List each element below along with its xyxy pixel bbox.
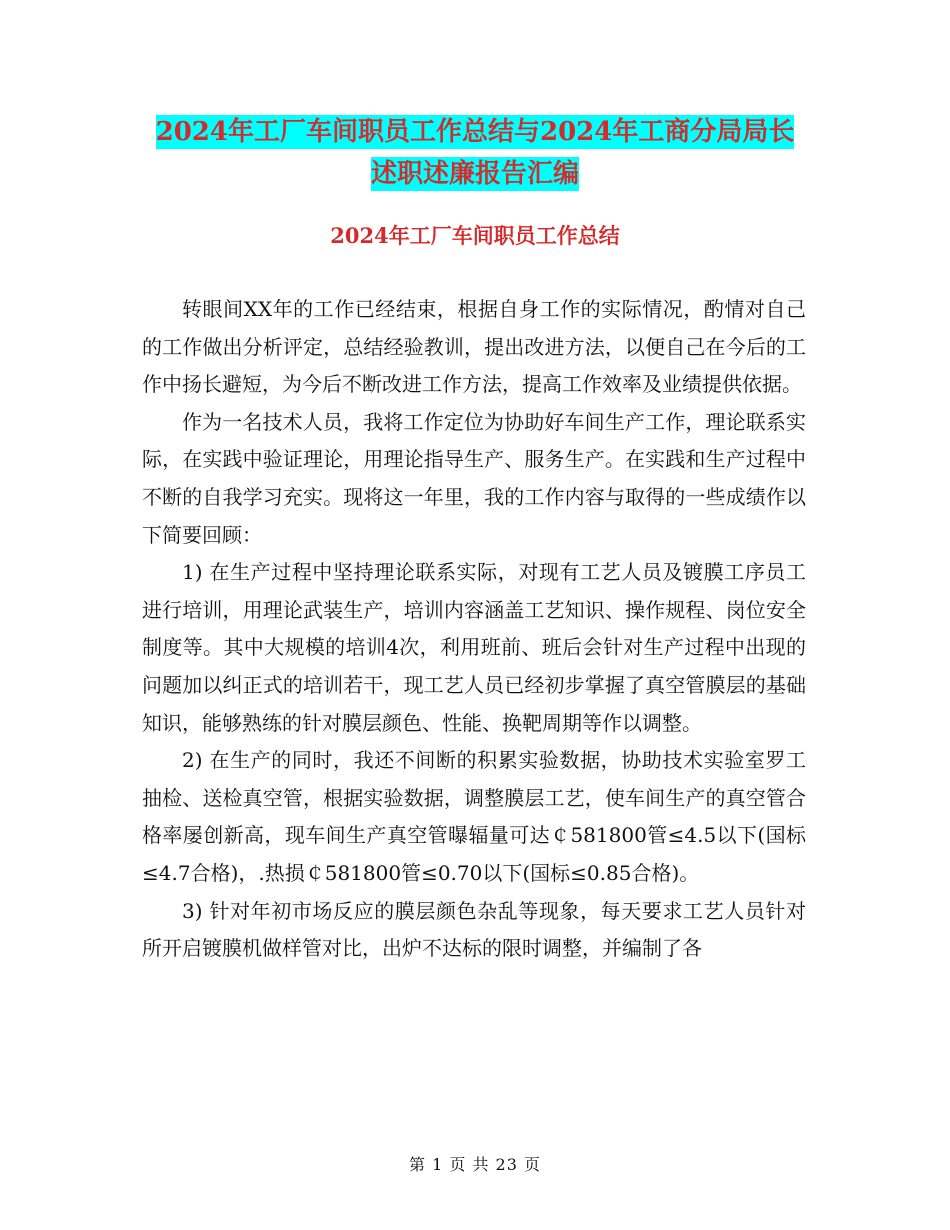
paragraph-role: 作为一名技术人员，我将工作定位为协助好车间生产工作，理论联系实际，在实践中验证理论，用理论指导生产、服务生产。在实践和生产过程中不断的自我学习充实。现将这一年里，我的工作内容与取得的一些成绩作以下简要回顾： [142,409,806,547]
paragraph-item-3: 3) 针对年初市场反应的膜层颜色杂乱等现象，每天要求工艺人员针对所开启镀膜机做样管对比，出炉不达标的限时调整，并编制了各 [142,898,806,961]
paragraph-item-1: 1) 在生产过程中坚持理论联系实际，对现有工艺人员及镀膜工序员工进行培训，用理论武装生产，培训内容涵盖工艺知识、操作规程、岗位安全制度等。其中大规模的培训4次，利用班前、班后会针对生产过程中出现的问题加以纠正式的培训若干，现工艺人员已经初步掌握了真空管膜层的基础知识，能够熟练的针对膜层颜色、性能、换靶周期等作以调整。 [142,560,806,735]
paragraph-item-2: 2) 在生产的同时，我还不间断的积累实验数据，协助技术实验室罗工抽检、送检真空管，根据实验数据，调整膜层工艺，使车间生产的真空管合格率屡创新高，现车间生产真空管曝辐量可达￠581800管≤4.5以下(国标≤4.7合格)，.热损￠581800管≤0.70以下(国标≤0.85合格)。 [142,748,806,885]
document-title-text-2: 述职述廉报告汇编 [370,159,579,189]
section-title: 2024年工厂车间职员工作总结 [330,223,620,248]
paragraph-intro: 转眼间XX年的工作已经结束，根据自身工作的实际情况，酌情对自己的工作做出分析评定，总结经验教训，提出改进方法，以便自己在今后的工作中扬长避短，为今后不断改进工作方法，提高工作效率及业绩提供依据。 [142,297,806,397]
body-text [142,291,806,968]
document-title-line-2 [0,148,950,200]
page-footer: 第 1 页 共 23 页 [409,1155,541,1174]
document-title-text-1: 2024年工厂车间职员工作总结与2024年工商分局局长 [155,117,795,147]
